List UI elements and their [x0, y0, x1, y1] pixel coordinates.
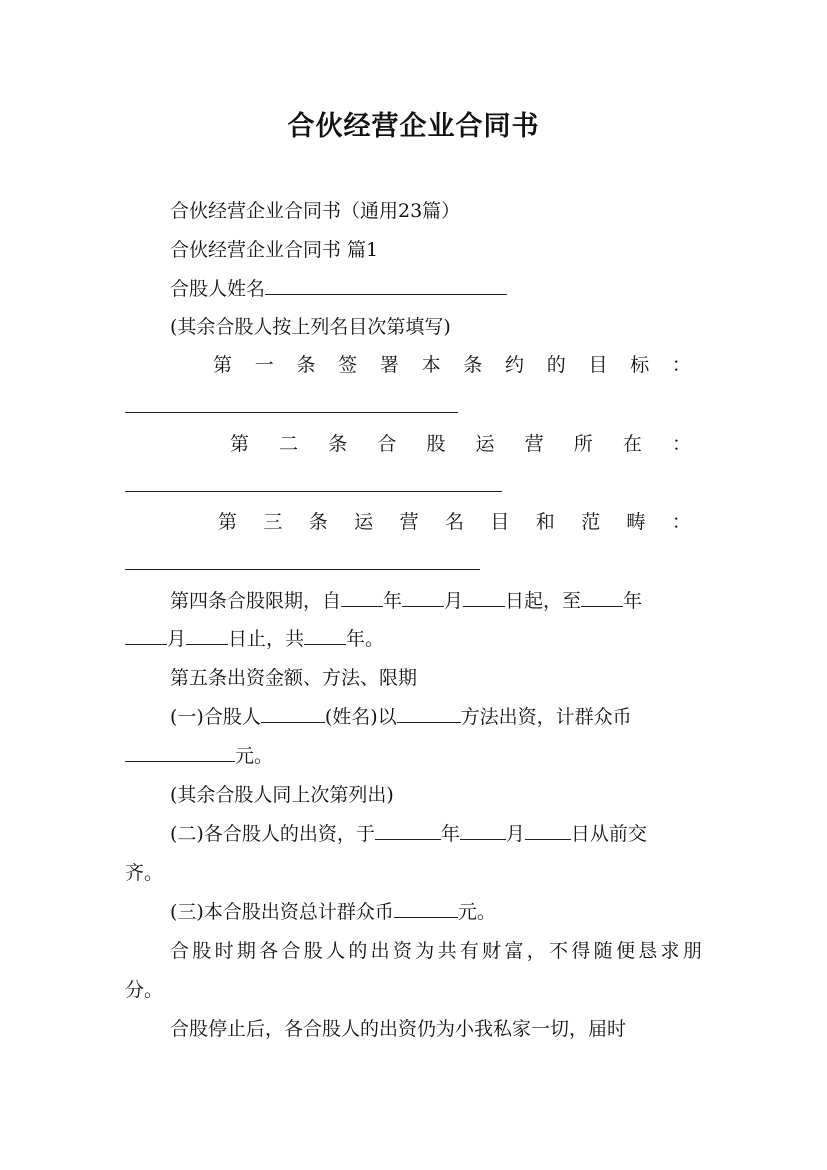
- paragraph-char: 财: [482, 940, 502, 962]
- item-2-text-c: 月: [505, 823, 525, 845]
- blank-total-amount: [394, 897, 458, 918]
- art2-char: 在: [622, 433, 642, 455]
- note-line: (其余合股人按上列名目次第填写): [170, 316, 451, 338]
- art3-char: 条: [308, 511, 328, 533]
- article-4-text-b: 年: [383, 590, 403, 612]
- paragraph-char: 资: [392, 940, 412, 962]
- blank-year-start: [341, 586, 383, 607]
- item-3-text-a: (三)本合股出资总计群众币: [170, 901, 394, 923]
- article-4-line-2: [125, 624, 702, 654]
- art1-char: 署: [379, 354, 399, 376]
- article-4-text-d: 日起，至: [505, 590, 582, 612]
- art3-char: ：: [671, 511, 691, 533]
- paragraph-char: 出: [370, 940, 390, 962]
- art3-char: 目: [490, 511, 510, 533]
- blank-method: [397, 702, 461, 723]
- blank-amount: [125, 741, 235, 762]
- blank-day-end: [186, 624, 228, 645]
- art2-char: 运: [475, 433, 495, 455]
- paragraph-char: 为: [415, 940, 435, 962]
- article-4-text-h: 年。: [346, 628, 385, 650]
- article-5-item-3: [170, 897, 702, 927]
- art3-char: 畴: [626, 511, 646, 533]
- article-5-item-1-line-2: [125, 741, 702, 771]
- article-4-line-1: [170, 586, 702, 616]
- paragraph-char: 股: [303, 940, 323, 962]
- paragraph-char: 便: [615, 940, 635, 962]
- blank-pay-day: [525, 819, 571, 840]
- blank-year-end: [581, 586, 623, 607]
- art1-char: 第: [213, 354, 233, 376]
- paragraph-char: 朋: [682, 940, 702, 962]
- paragraph-char: 求: [660, 940, 680, 962]
- item-1-text-c: 方法出资，计群众币: [460, 706, 632, 728]
- paragraph-char: 共: [437, 940, 457, 962]
- blank-years-total: [304, 624, 346, 645]
- paragraph-char: 时: [214, 940, 234, 962]
- paragraph-1-line-1: [170, 936, 702, 966]
- art2-char: 所: [573, 433, 593, 455]
- art2-char: 第: [230, 433, 250, 455]
- art2-char: 股: [426, 433, 446, 455]
- item-1-text-d: 元。: [235, 745, 274, 767]
- paragraph-char: 各: [259, 940, 279, 962]
- art1-char: 约: [505, 354, 525, 376]
- art3-char: 范: [581, 511, 601, 533]
- partner-name-line: [170, 274, 702, 304]
- art3-char: 三: [263, 511, 283, 533]
- article-2-blank: [125, 491, 502, 492]
- article-5-note: (其余合股人同上次第列出): [170, 784, 394, 806]
- blank-pay-year: [375, 819, 441, 840]
- document-title: 合伙经营企业合同书: [287, 111, 540, 142]
- blank-month-end: [125, 624, 167, 645]
- paragraph-char: 的: [348, 940, 368, 962]
- partner-name-blank: [265, 274, 507, 295]
- article-1-blank: [125, 412, 458, 413]
- partner-name-label: 合股人姓名: [170, 278, 266, 300]
- article-4-text-a: 第四条合股限期，自: [170, 590, 342, 612]
- paragraph-char: 合: [170, 940, 190, 962]
- paragraph-char: 不: [549, 940, 569, 962]
- article-5-item-2-line-1: [170, 819, 702, 849]
- section-heading: 合伙经营企业合同书 篇1: [170, 239, 379, 261]
- paragraph-char: 期: [236, 940, 256, 962]
- paragraph-1-line-2: 分。: [125, 979, 164, 1001]
- article-1-line: [213, 350, 691, 380]
- paragraph-char: 人: [326, 940, 346, 962]
- blank-month-start: [402, 586, 444, 607]
- art3-char: 运: [354, 511, 374, 533]
- item-2-text-d: 日从前交: [570, 823, 647, 845]
- art3-char: 名: [444, 511, 464, 533]
- item-1-text-b: (姓名)以: [324, 706, 397, 728]
- article-4-text-f: 月: [167, 628, 187, 650]
- art1-char: 条: [463, 354, 483, 376]
- art1-char: 标: [630, 354, 650, 376]
- paragraph-char: 得: [571, 940, 591, 962]
- art1-char: ：: [671, 354, 691, 376]
- paragraph-char: 股: [192, 940, 212, 962]
- article-4-text-g: 日止，共: [228, 628, 305, 650]
- article-5-item-2-line-2: 齐。: [125, 862, 164, 884]
- paragraph-char: 恳: [638, 940, 658, 962]
- item-1-text-a: (一)合股人: [170, 706, 261, 728]
- item-3-text-b: 元。: [457, 901, 496, 923]
- paragraph-char: 合: [281, 940, 301, 962]
- art1-char: 本: [421, 354, 441, 376]
- blank-partner-name: [261, 702, 325, 723]
- art3-char: 和: [535, 511, 555, 533]
- blank-pay-month: [460, 819, 506, 840]
- art3-char: 营: [399, 511, 419, 533]
- art1-char: 目: [588, 354, 608, 376]
- article-4-text-e: 年: [623, 590, 643, 612]
- item-2-text-a: (二)各合股人的出资，于: [170, 823, 375, 845]
- subtitle-line: 合伙经营企业合同书（通用23篇）: [170, 200, 461, 222]
- art3-char: 第: [218, 511, 238, 533]
- art2-char: 条: [328, 433, 348, 455]
- art1-char: 条: [296, 354, 316, 376]
- paragraph-char: 随: [593, 940, 613, 962]
- paragraph-char: 富: [504, 940, 524, 962]
- article-5-item-1-line-1: [170, 702, 702, 732]
- item-2-text-b: 年: [440, 823, 460, 845]
- art2-char: 二: [279, 433, 299, 455]
- article-5-heading: 第五条出资金额、方法、限期: [170, 667, 418, 689]
- paragraph-char: 有: [459, 940, 479, 962]
- art1-char: 的: [546, 354, 566, 376]
- paragraph-2-line-1: 合股停止后，各合股人的出资仍为小我私家一切，届时: [170, 1018, 627, 1040]
- blank-day-start: [463, 586, 505, 607]
- paragraph-char: ，: [526, 940, 546, 962]
- art2-char: ：: [671, 433, 691, 455]
- article-4-text-c: 月: [444, 590, 464, 612]
- art1-char: 签: [338, 354, 358, 376]
- article-3-line: [218, 507, 691, 537]
- art1-char: 一: [254, 354, 274, 376]
- article-2-line: [230, 429, 691, 459]
- art2-char: 合: [377, 433, 397, 455]
- art2-char: 营: [524, 433, 544, 455]
- article-3-blank: [125, 569, 480, 570]
